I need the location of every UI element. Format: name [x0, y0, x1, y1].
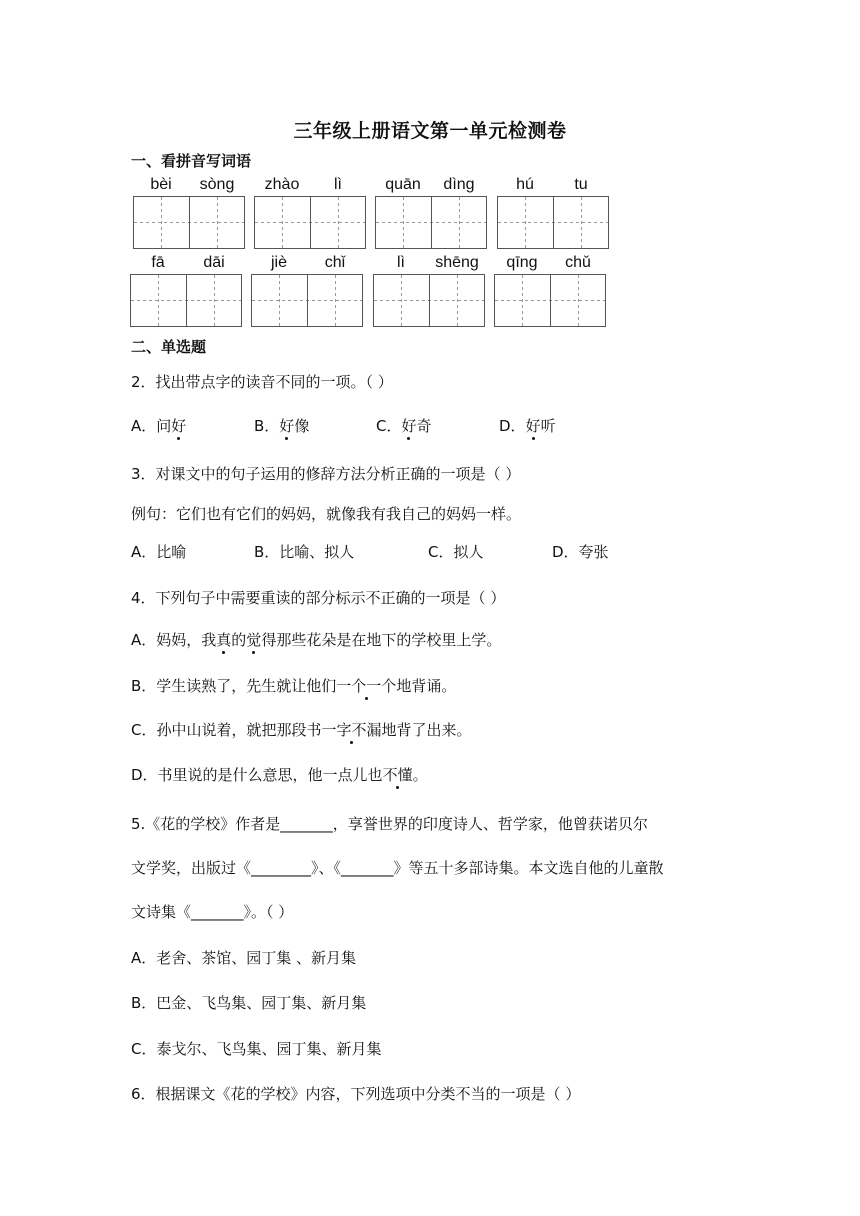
question-2-option-a[interactable]	[131, 416, 186, 436]
option-label: C．	[376, 417, 402, 435]
writing-grid[interactable]	[497, 196, 609, 249]
pinyin-syllable: dìng	[443, 176, 475, 193]
pinyin-syllable: fā	[151, 254, 165, 271]
question-2-option-c[interactable]	[376, 416, 432, 436]
option-text: 听	[540, 417, 556, 435]
pinyin-syllable: lì	[397, 254, 405, 271]
question-3-option-d[interactable]: D．夸张	[552, 543, 609, 561]
question-6-stem: 6．根据课文《花的学校》内容，下列选项中分类不当的一项是（ ）	[131, 1085, 581, 1103]
pinyin-syllable: dāi	[203, 254, 225, 271]
dotted-char: 好	[525, 417, 541, 435]
pinyin-syllable: chǔ	[565, 254, 591, 271]
option-text: D．书里说的是什么意思，他一点儿也	[131, 766, 383, 784]
pinyin-syllable: bèi	[150, 176, 172, 193]
question-5-option-b[interactable]: B．巴金、飞鸟集、园丁集、新月集	[131, 994, 367, 1012]
option-text: B．学生读熟了，先生就让他们	[131, 677, 337, 695]
section-heading-pinyin: 一、看拼音写词语	[131, 152, 252, 170]
dotted-phrase: 一个一个	[336, 677, 397, 695]
question-4-option-c[interactable]	[131, 720, 472, 740]
option-label: B．	[254, 417, 280, 435]
writing-grid[interactable]	[133, 196, 245, 249]
question-4-stem: 4．下列句子中需要重读的部分标示不正确的一项是（ ）	[131, 589, 506, 607]
option-label: A．	[131, 417, 157, 435]
pinyin-syllable: qīng	[506, 254, 538, 271]
question-3-option-b[interactable]: B．比喻、拟人	[254, 543, 355, 561]
section-heading-choice: 二、单选题	[131, 338, 207, 356]
pinyin-syllable: shēng	[435, 254, 479, 271]
dotted-phrase: 不懂	[382, 766, 413, 784]
question-5-stem-line1: 5.《花的学校》作者是_______，享誉世界的印度诗人、哲学家，他曾获诺贝尔	[131, 815, 648, 833]
pinyin-syllable: jiè	[270, 254, 287, 271]
dotted-char: 觉	[246, 631, 262, 649]
writing-grid[interactable]	[375, 196, 487, 249]
pinyin-syllable: quān	[385, 176, 421, 193]
writing-grid[interactable]	[254, 196, 366, 249]
question-3-example: 例句：它们也有它们的妈妈，就像我有我自己的妈妈一样。	[131, 505, 522, 523]
option-text: C．孙中山说着，就把那段书	[131, 721, 322, 739]
question-5-option-a[interactable]: A．老舍、茶馆、园丁集 、新月集	[131, 949, 357, 967]
question-5-stem-line2: 文学奖，出版过《________》、《_______》等五十多部诗集。本文选自他的儿童散	[131, 859, 664, 877]
dotted-phrase: 一字不漏	[321, 721, 382, 739]
question-3-option-a[interactable]: A．比喻	[131, 543, 187, 561]
question-5-option-c[interactable]: C．泰戈尔、飞鸟集、园丁集、新月集	[131, 1040, 382, 1058]
question-4-option-d[interactable]	[131, 765, 428, 785]
pinyin-syllable: tu	[574, 176, 588, 193]
question-3-option-c[interactable]: C．拟人	[428, 543, 484, 561]
question-2-option-b[interactable]	[254, 416, 309, 436]
pinyin-syllable: lì	[334, 176, 342, 193]
question-4-option-a[interactable]	[131, 630, 501, 650]
pinyin-syllable: chǐ	[324, 254, 346, 271]
option-text: 地背了出来。	[381, 721, 472, 739]
pinyin-syllable: sòng	[199, 176, 235, 193]
option-text: 地背诵。	[396, 677, 457, 695]
writing-grid[interactable]	[494, 274, 606, 327]
option-text: 得那些花朵是在地下的学校里上学。	[261, 631, 502, 649]
question-2-stem: 2．找出带点字的读音不同的一项。（ ）	[131, 373, 393, 391]
dotted-char: 好	[279, 417, 295, 435]
writing-grid[interactable]	[130, 274, 242, 327]
option-text: A．妈妈，我	[131, 631, 217, 649]
question-4-option-b[interactable]	[131, 676, 456, 696]
option-text: 。	[412, 766, 428, 784]
pinyin-syllable: zhào	[264, 176, 300, 193]
pinyin-syllable: hú	[516, 176, 534, 193]
page-title: 三年级上册语文第一单元检测卷	[293, 120, 567, 142]
question-5-stem-line3: 文诗集《_______》。（ ）	[131, 903, 294, 921]
dotted-char: 好	[401, 417, 417, 435]
dotted-char: 真	[216, 631, 232, 649]
writing-grid[interactable]	[251, 274, 363, 327]
question-2-option-d[interactable]	[499, 416, 556, 436]
dotted-char: 好	[171, 417, 187, 435]
option-text: 的	[231, 631, 247, 649]
option-text: 像	[294, 417, 310, 435]
option-label: D．	[499, 417, 526, 435]
option-text: 奇	[416, 417, 432, 435]
option-text: 问	[156, 417, 172, 435]
writing-grid[interactable]	[373, 274, 485, 327]
question-3-stem: 3．对课文中的句子运用的修辞方法分析正确的一项是（ ）	[131, 465, 521, 483]
